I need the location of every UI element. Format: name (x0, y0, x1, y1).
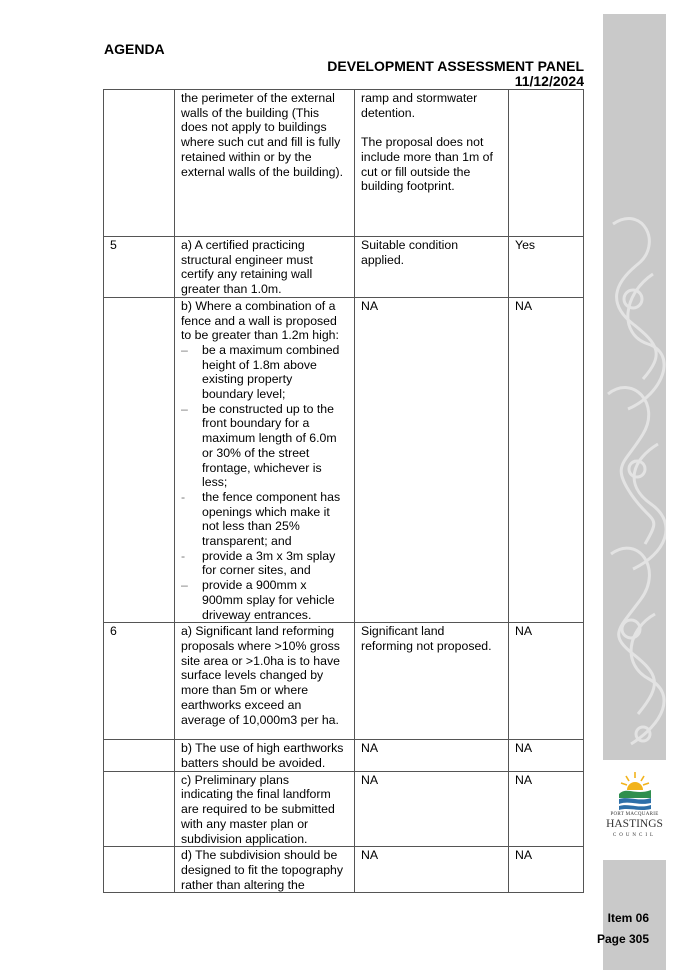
complies-cell: NA (509, 740, 584, 771)
complies-cell (509, 90, 584, 237)
assessment-table (103, 89, 584, 893)
agenda-heading: AGENDA (104, 41, 165, 57)
row-number-cell (104, 90, 175, 237)
row-number-cell: 5 (104, 237, 175, 298)
requirement-list (181, 343, 350, 622)
complies-cell: NA (509, 771, 584, 847)
requirement-cell: the perimeter of the external walls of the building (This does not apply to buildings where such cut and fill is fully retained within or by the external walls of the building). (175, 90, 355, 237)
requirement-cell: b) Where a combination of a fence and a wall is proposed to be greater than 1.2m high: – be a maximum combined height of 1.8m above existing property boundary level; – be constructed up to the front boundary for a maximum length of 6.0m or 30% of the street frontage, whichever is less; - the fence component has openings which make it not less than 25% transparent; and - provide a 3m x 3m splay for corner sites, and – provide a 900mm x 900mm splay for vehicle driveway entrances. (175, 297, 355, 622)
list-item: – be a maximum combined height of 1.8m above existing property boundary level; (181, 342, 340, 402)
table-row (104, 740, 584, 771)
page-number: Page 305 (596, 932, 649, 946)
response-cell: ramp and stormwater detention. The proposal does not include more than 1m of cut or fill outside the building footprint. (355, 90, 509, 237)
requirement-cell: a) Significant land reforming proposals where >10% gross site area or >1.0ha is to have surface levels changed by more than 5m or where earthworks exceed an average of 10,000m3 per ha. (175, 623, 355, 740)
requirement-cell: d) The subdivision should be designed to fit the topography rather than altering the (175, 847, 355, 893)
row-number-cell: 6 (104, 623, 175, 740)
table-row (104, 623, 584, 740)
row-number-cell (104, 771, 175, 847)
list-item: - the fence component has openings which make it not less than 25% transparent; and (181, 489, 341, 549)
panel-heading: DEVELOPMENT ASSESSMENT PANEL (327, 58, 584, 74)
list-item: – be constructed up to the front boundary for a maximum length of 6.0m or 30% of the street frontage, whichever is less; (181, 401, 337, 490)
list-item: - provide a 3m x 3m splay for corner sites, and (181, 548, 336, 578)
complies-cell: NA (509, 847, 584, 893)
table-row (104, 847, 584, 893)
table-row (104, 771, 584, 847)
logo-text-port-macquarie: PORT MACQUARIE (610, 812, 659, 817)
council-logo (603, 760, 666, 860)
response-cell: Suitable condition applied. (355, 237, 509, 298)
response-cell: NA (355, 771, 509, 847)
response-cell: NA (355, 297, 509, 622)
complies-cell: NA (509, 623, 584, 740)
requirement-cell: a) A certified practicing structural engineer must certify any retaining wall greater than 1.0m. (175, 237, 355, 298)
meeting-date: 11/12/2024 (514, 73, 584, 89)
response-cell: Significant land reforming not proposed. (355, 623, 509, 740)
council-logo-icon (619, 768, 651, 812)
complies-cell: Yes (509, 237, 584, 298)
table-row (104, 237, 584, 298)
response-cell: NA (355, 847, 509, 893)
item-number: Item 06 (607, 911, 649, 925)
table-row (104, 90, 584, 237)
row-number-cell (104, 740, 175, 771)
row-number-cell (104, 297, 175, 622)
table-row (104, 297, 584, 622)
response-cell: NA (355, 740, 509, 771)
requirement-cell: b) The use of high earthworks batters should be avoided. (175, 740, 355, 771)
row-number-cell (104, 847, 175, 893)
requirement-cell: c) Preliminary plans indicating the final landform are required to be submitted with any master plan or subdivision application. (175, 771, 355, 847)
list-item: – provide a 900mm x 900mm splay for vehicle driveway entrances. (181, 578, 335, 622)
logo-text-hastings: HASTINGS (606, 818, 663, 830)
logo-text-council: COUNCIL (612, 833, 657, 838)
complies-cell: NA (509, 297, 584, 622)
